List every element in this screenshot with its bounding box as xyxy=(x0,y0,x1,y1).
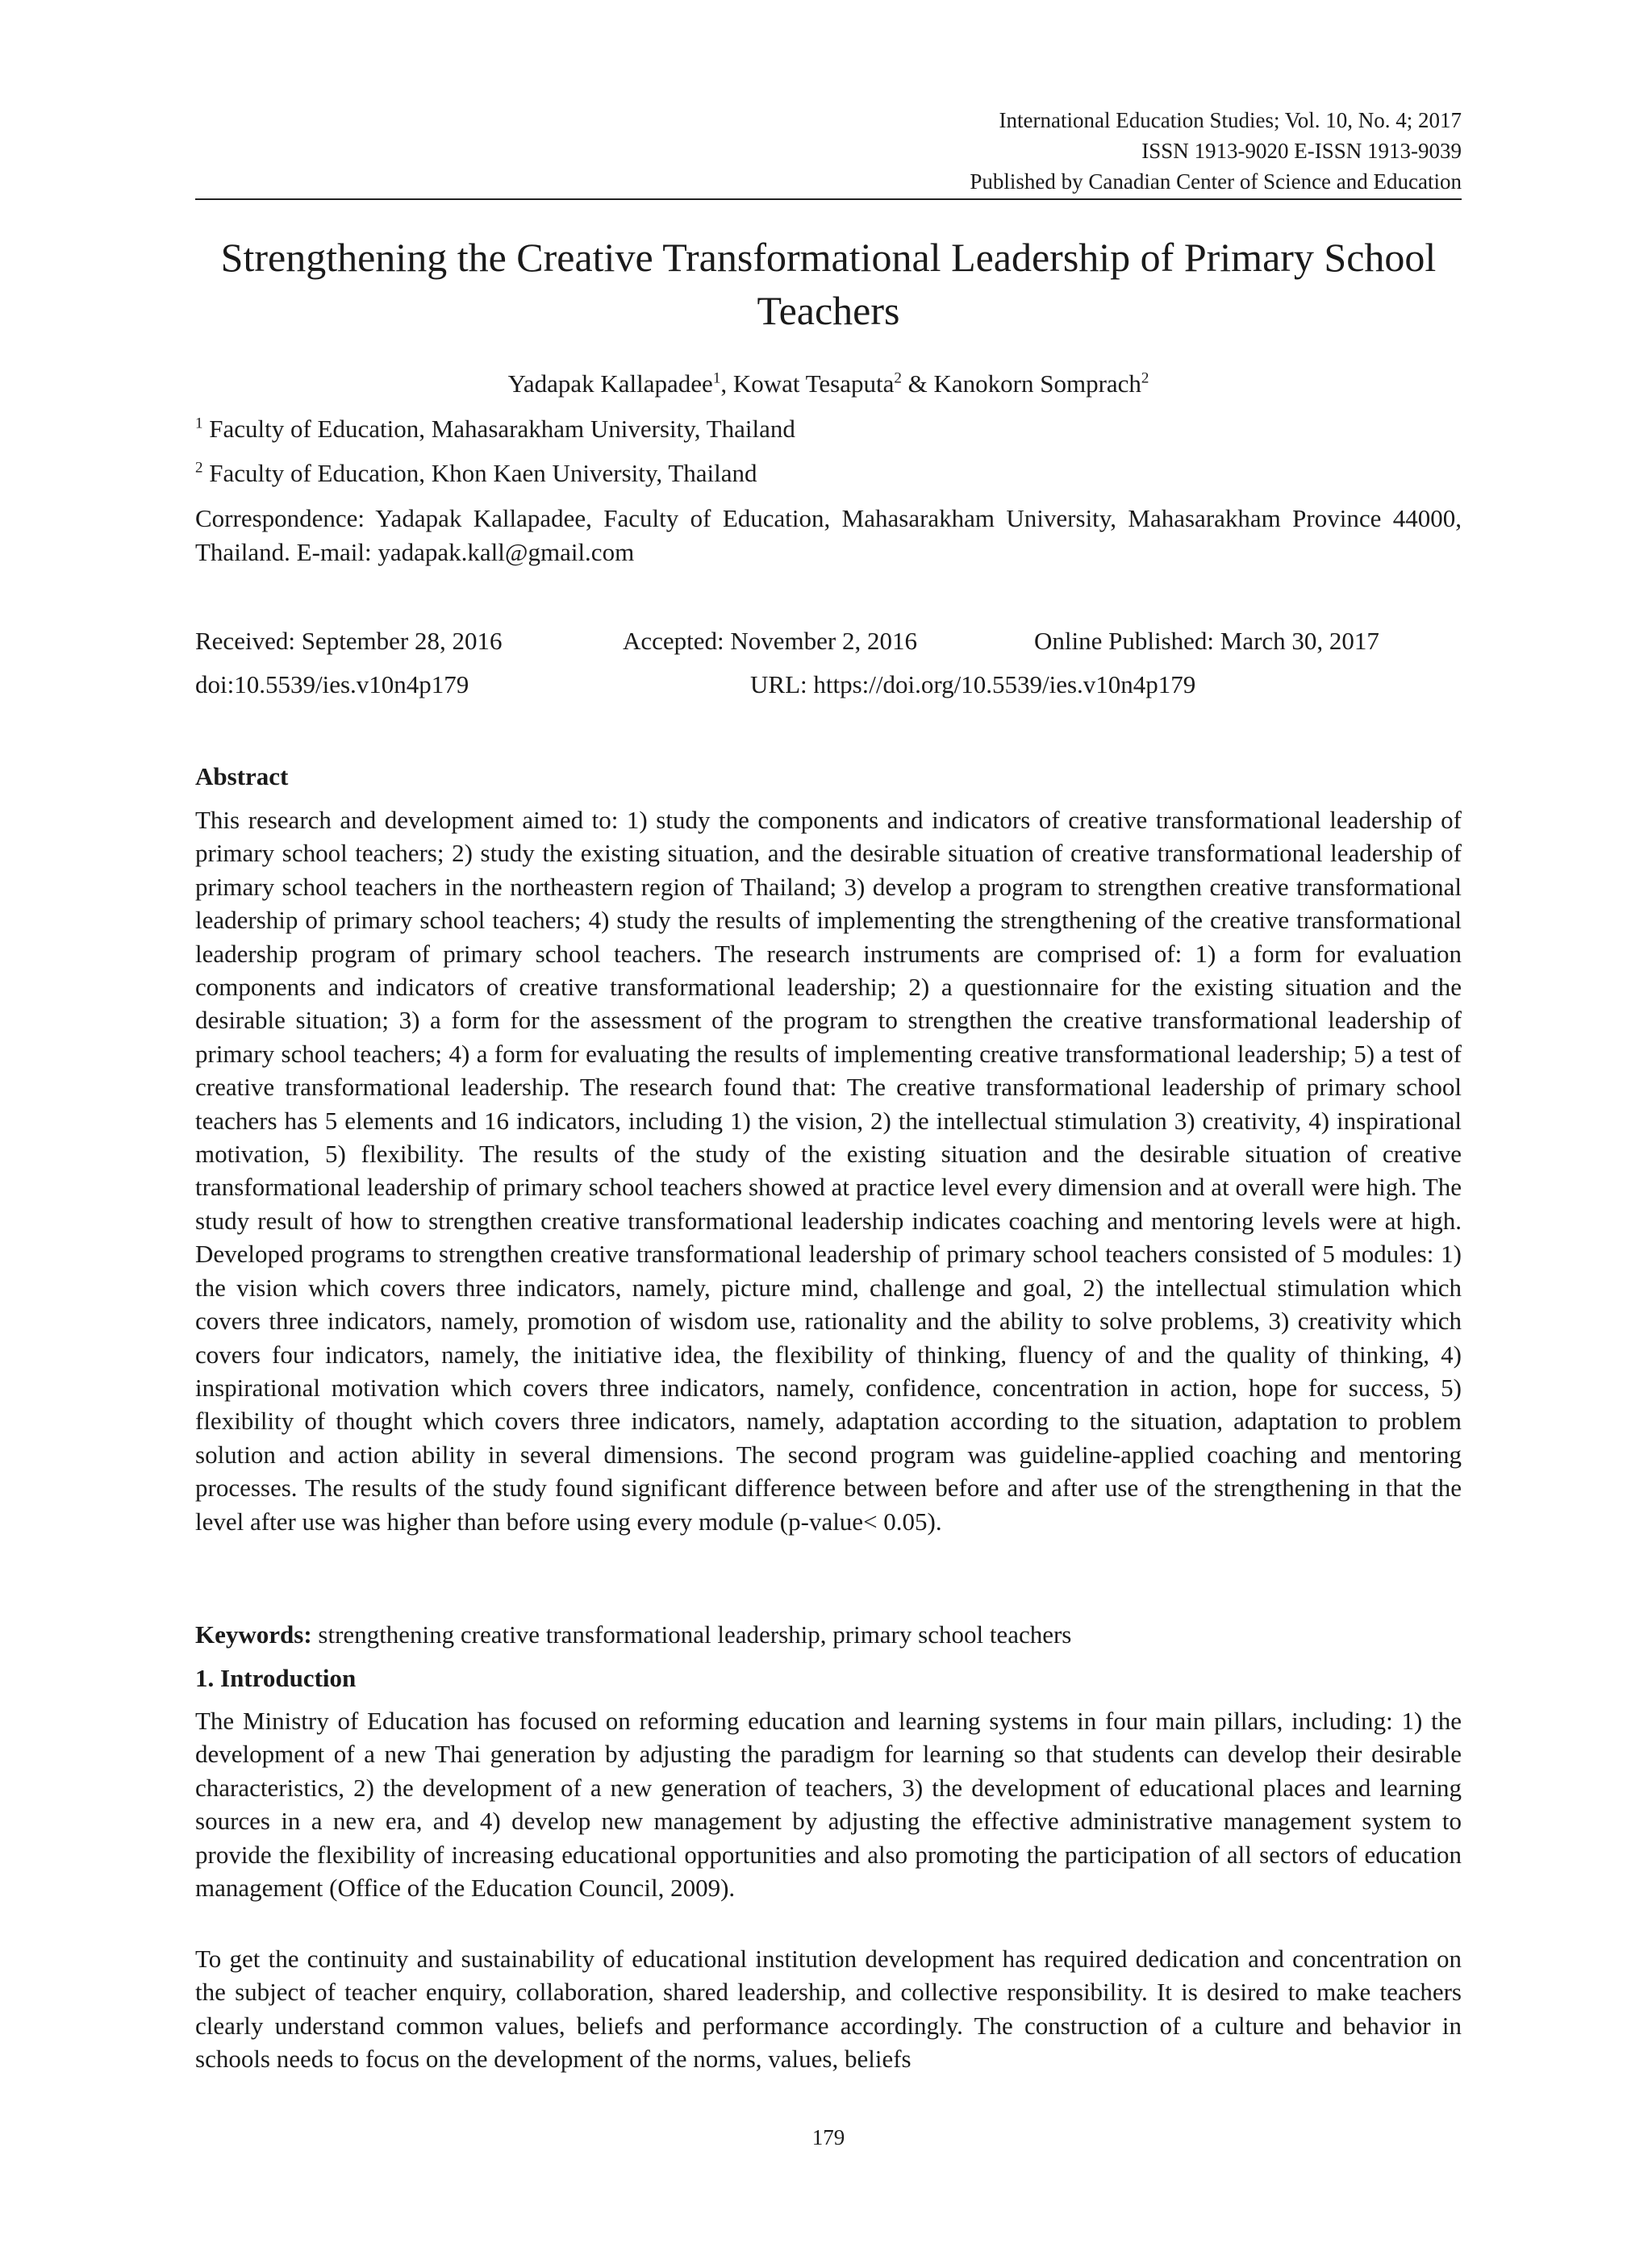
author-separator: , xyxy=(720,369,733,398)
introduction-paragraph-2: To get the continuity and sustainability of educational institution development has required dedication and concentration on the subject of teacher enquiry, collaboration, shared leadership, and collective responsibility. It is desired to make teachers clearly understand common values, beliefs and performance accordingly. The construction of a culture and behavior in schools needs to focus on the development of the norms, values, beliefs xyxy=(195,1945,1462,2074)
header-divider xyxy=(195,198,1462,200)
author-separator: & xyxy=(901,369,934,398)
published-date: Online Published: March 30, 2017 xyxy=(1034,627,1379,655)
author-affiliation-mark: 2 xyxy=(894,369,902,387)
journal-line: International Education Studies; Vol. 10, No. 4; 2017 xyxy=(999,108,1462,132)
doi: doi:10.5539/ies.v10n4p179 xyxy=(195,670,469,698)
running-header xyxy=(195,105,1462,197)
author-affiliation-mark: 1 xyxy=(712,369,721,387)
affiliation-mark: 1 xyxy=(195,415,203,432)
identifiers xyxy=(195,668,1462,702)
author-affiliation-mark: 2 xyxy=(1141,369,1149,387)
affiliation-text: Faculty of Education, Mahasarakham University, Thailand xyxy=(209,415,795,443)
author-name: Kanokorn Somprach xyxy=(933,369,1141,398)
affiliation-text: Faculty of Education, Khon Kaen University, Thailand xyxy=(209,459,757,487)
doi-url: URL: https://doi.org/10.5539/ies.v10n4p179 xyxy=(750,670,1196,698)
publisher-line: Published by Canadian Center of Science and Education xyxy=(970,169,1462,194)
author-name: Kowat Tesaputa xyxy=(732,369,895,398)
abstract-heading: Abstract xyxy=(195,762,289,790)
page-number: 179 xyxy=(811,2125,845,2149)
paper-title: Strengthening the Creative Transformational Leadership of Primary School Teachers xyxy=(220,235,1437,333)
issn-line: ISSN 1913-9020 E-ISSN 1913-9039 xyxy=(1141,139,1462,163)
keywords-label: Keywords: xyxy=(195,1620,312,1649)
author-name: Yadapak Kallapadee xyxy=(507,369,713,398)
keywords xyxy=(195,1618,1462,1652)
abstract-text: This research and development aimed to: 1) study the components and indicators of creative transformational leadership of primary school teachers; 2) study the existing situation, and the desirable situation of creative transformational leadership of primary school teachers in the northeastern region of Thailand; 3) develop a program to strengthen creative transformational leadership of primary school teachers; 4) study the results of implementing the strengthening of the creative transformational leadership program of primary school teachers. The research instruments are comprised of: 1) a form for evaluation components and indicators of creative transformational leadership; 2) a questionnaire for the existing situation and the desirable situation; 3) a form for the assessment of the program to strengthen the creative transformational leadership of primary school teachers; 4) a form for evaluating the results of implementing creative transformational leadership; 5) a test of creative transformational leadership. The research found that: The creative transformational leadership of primary school teachers has 5 elements and 16 indicators, including 1) the vision, 2) the intellectual stimulation 3) creativity, 4) inspirational motivation, 5) flexibility. The results of the study of the existing situation and the desirable situation of creative transformational leadership of primary school teachers showed at practice level every dimension and at overall were high. The study result of how to strengthen creative transformational leadership indicates coaching and mentoring levels were at high. Developed programs to strengthen creative transformational leadership of primary school teachers consisted of 5 modules: 1) the vision which covers three indicators, namely, picture mind, challenge and goal, 2) the intellectual stimulation which covers three indicators, namely, promotion of wisdom use, rationality and the ability to solve problems, 3) creativity which covers four indicators, namely, the initiative idea, the flexibility of thinking, fluency of and the quality of thinking, 4) inspirational motivation which covers three indicators, namely, confidence, concentration in action, hope for success, 5) flexibility of thought which covers three indicators, namely, adaptation according to the situation, adaptation to problem solution and action ability in several dimensions. The second program was guideline-applied coaching and mentoring processes. The results of the study found significant difference between before and after use of the strengthening in that the level after use was higher than before using every module (p-value< 0.05). xyxy=(195,806,1462,1536)
affiliation-mark: 2 xyxy=(195,459,203,477)
introduction-paragraph-1: The Ministry of Education has focused on reforming education and learning systems in four main pillars, including: 1) the development of a new Thai generation by adjusting the paradigm for learning so that students can develop their desirable characteristics, 2) the development of a new generation of teachers, 3) the development of educational places and learning sources in a new era, and 4) develop new management by adjusting the effective administrative management system to provide the flexibility of increasing educational opportunities and also promoting the participation of all sectors of education management (Office of the Education Council, 2009). xyxy=(195,1707,1462,1903)
publication-dates xyxy=(195,624,1462,658)
received-date: Received: September 28, 2016 xyxy=(195,627,503,655)
author-list xyxy=(195,368,1462,400)
accepted-date: Accepted: November 2, 2016 xyxy=(623,627,917,655)
keywords-text: strengthening creative transformational leadership, primary school teachers xyxy=(318,1620,1072,1649)
affiliation-2 xyxy=(195,457,1462,490)
correspondence: Correspondence: Yadapak Kallapadee, Faculty of Education, Mahasarakham University, Mahasarakham Province 44000, Thailand. E-mail: yadapak.kall@gmail.com xyxy=(195,504,1462,566)
affiliation-1 xyxy=(195,413,1462,445)
introduction-heading: 1. Introduction xyxy=(195,1664,357,1692)
